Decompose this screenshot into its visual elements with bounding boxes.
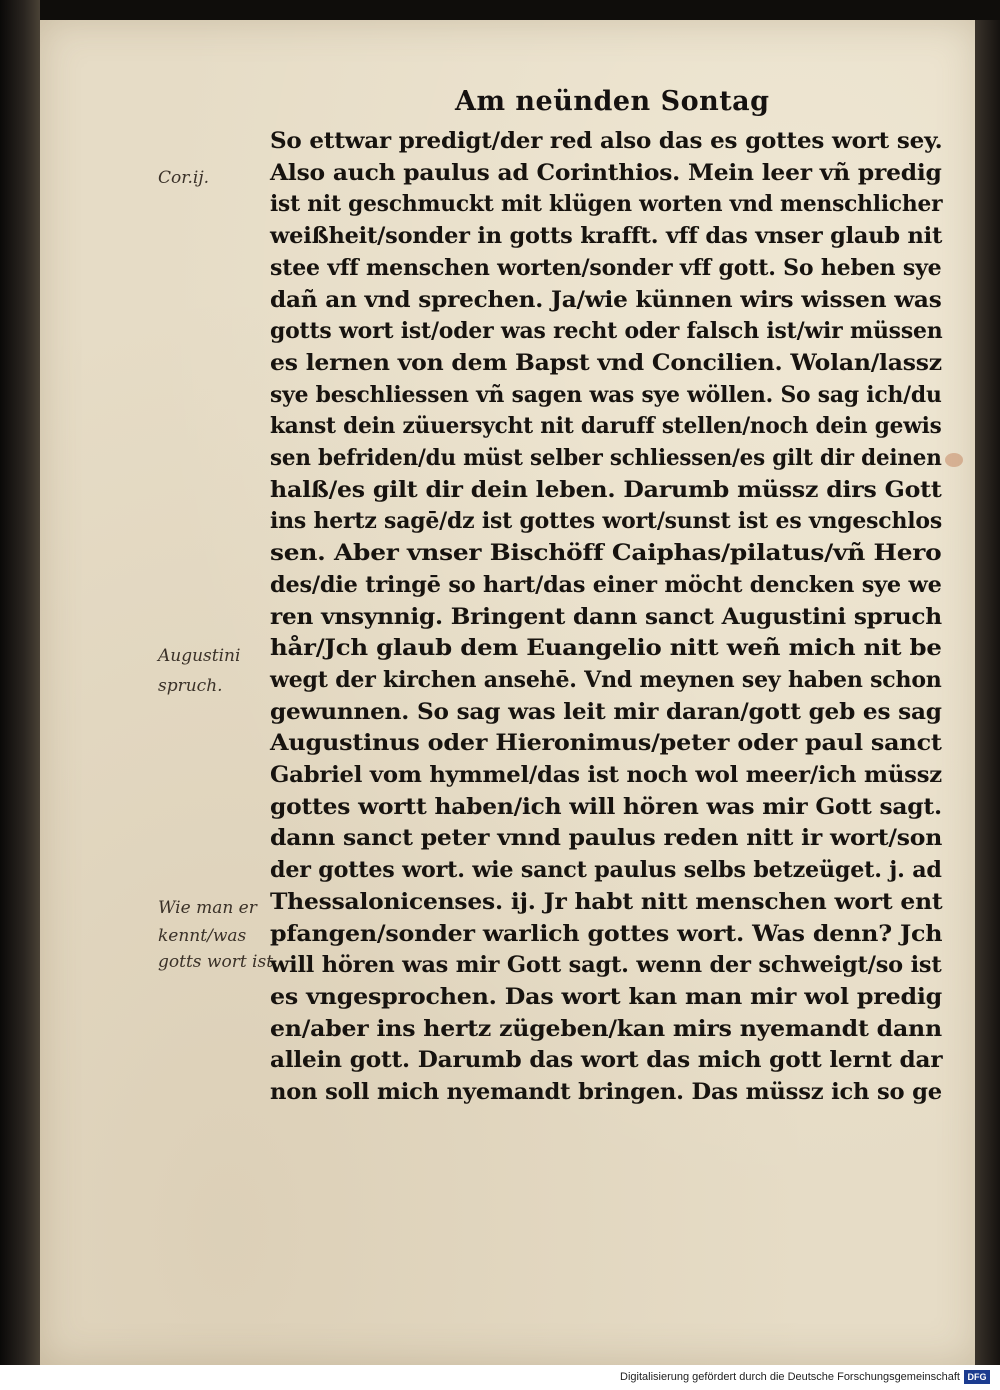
- text-line: Thessalonicenses. ij. Jr habt nitt menschen wort ent: [270, 888, 943, 915]
- text-line: es vngesprochen. Das wort kan man mir wol predig: [270, 983, 943, 1010]
- text-line: gottes wortt haben/ich will hören was mir Gott sagt.: [270, 793, 942, 820]
- text-line: ren vnsynnig. Bringent dann sanct Augustini spruch: [270, 603, 942, 630]
- text-line: Also auch paulus ad Corinthios. Mein leer vñ predig: [270, 159, 942, 186]
- marginal-note-augustini-2: spruch.: [158, 676, 223, 696]
- text-line: es lernen von dem Bapst vnd Concilien. Wolan/lassz: [270, 349, 942, 376]
- marginal-note-wie-2: kennt/was: [158, 926, 247, 946]
- marginal-note-wie-3: gotts wort ist: [158, 952, 274, 972]
- text-line: der gottes wort. wie sanct paulus selbs betzeüget. j. ad: [270, 857, 942, 884]
- text-line: kanst dein züuersycht nit daruff stellen/noch dein gewis: [270, 413, 942, 440]
- text-line: gewunnen. So sag was leit mir daran/gott geb es sag: [270, 698, 942, 725]
- text-line: sen befriden/du müst selber schliessen/es gilt dir deinen: [270, 445, 942, 471]
- text-line: non soll mich nyemandt bringen. Das müssz ich so ge: [270, 1079, 942, 1105]
- book-spine: [0, 0, 40, 1365]
- text-line: stee vff menschen worten/sonder vff gott. So heben sye: [270, 254, 942, 281]
- page-edge: [975, 20, 1000, 1365]
- text-line: sye beschliessen vñ sagen was sye wöllen. So sag ich/du: [270, 381, 942, 408]
- text-line: sen. Aber vnser Bischöff Caiphas/pilatus/vñ Hero: [270, 540, 942, 567]
- page-stain: [945, 453, 963, 467]
- text-line: des/die tringē so hart/das einer möcht dencken sye we: [270, 571, 942, 598]
- text-line: pfangen/sonder warlich gottes wort. Was denn? Jch: [270, 920, 943, 947]
- text-line: Augustinus oder Hieronimus/peter oder paul sanct: [270, 730, 942, 757]
- text-line: will hören was mir Gott sagt. wenn der schweigt/so ist: [270, 952, 942, 979]
- marginal-note-cor: Cor.ij.: [158, 168, 210, 188]
- dfg-logo: DFG: [964, 1370, 990, 1384]
- text-line: weißheit/sonder in gotts krafft. vff das vnser glaub nit: [270, 223, 943, 250]
- text-line: Gabriel vom hymmel/das ist noch wol meer/ich müssz: [270, 762, 942, 788]
- text-line: dann sanct peter vnnd paulus reden nitt ir wort/son: [270, 825, 943, 852]
- text-line: So ettwar predigt/der red also das es gottes wort sey.: [270, 128, 943, 154]
- text-line: en/aber ins hertz zügeben/kan mirs nyemandt dann: [270, 1015, 942, 1042]
- text-line: ist nit geschmuckt mit klügen worten vnd menschlicher: [270, 191, 943, 218]
- text-line: gotts wort ist/oder was recht oder falsch ist/wir müssen: [270, 318, 943, 345]
- text-line: hår/Jch glaub dem Euangelio nitt weñ mich nit be: [270, 635, 942, 662]
- marginal-note-augustini-1: Augustini: [158, 646, 241, 666]
- text-line: dañ an vnd sprechen. Ja/wie künnen wirs wissen was: [270, 286, 942, 313]
- text-line: wegt der kirchen ansehē. Vnd meynen sey haben schon: [270, 666, 942, 693]
- text-line: ins hertz sagē/dz ist gottes wort/sunst ist es vngeschlos: [270, 508, 942, 535]
- text-line: halß/es gilt dir dein leben. Darumb müssz dirs Gott: [270, 476, 942, 503]
- running-head: Am neünden Sontag: [455, 86, 770, 117]
- marginal-note-wie-1: Wie man er: [158, 898, 257, 918]
- footer-credit: Digitalisierung gefördert durch die Deutsche Forschungsgemeinschaft: [620, 1371, 960, 1383]
- text-line: allein gott. Darumb das wort das mich gott lernt dar: [270, 1047, 943, 1074]
